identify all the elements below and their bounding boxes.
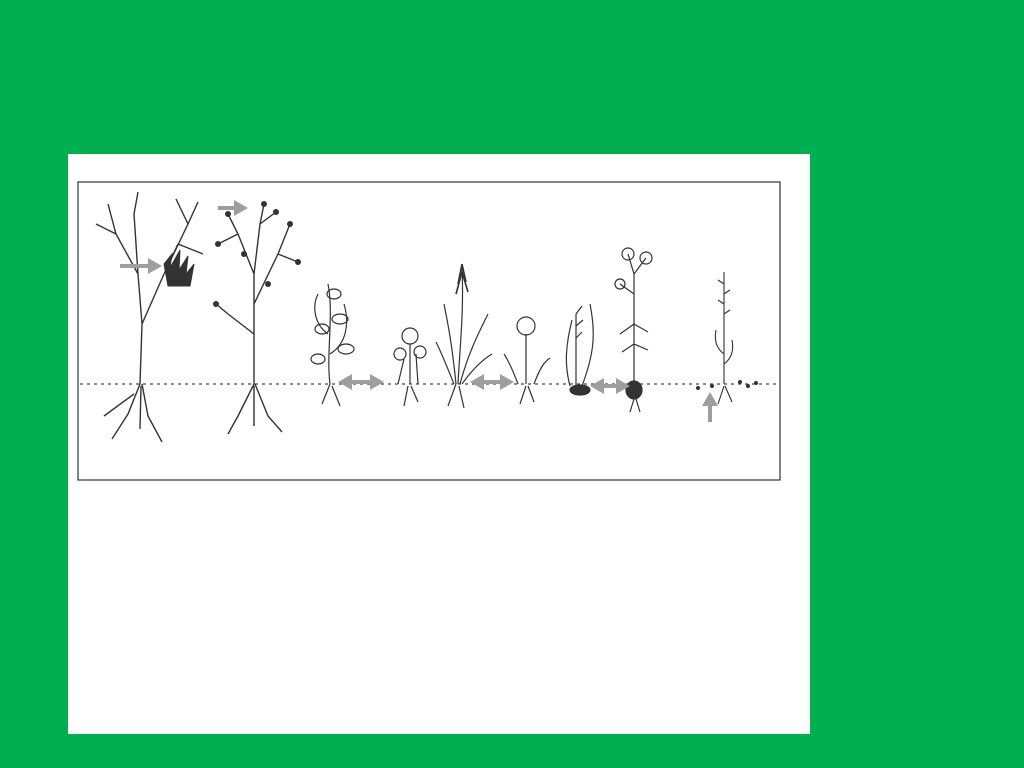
- life-forms-figure: [68, 154, 810, 734]
- plant-chamaephyte: [311, 284, 426, 406]
- life-forms-illustration: [68, 154, 810, 484]
- illustration-frame: [78, 182, 780, 480]
- plant-hemicryptophyte: [436, 264, 550, 408]
- plant-tree-e: [96, 192, 203, 442]
- plant-tree-f: [213, 201, 301, 434]
- bar-charts: [68, 494, 810, 674]
